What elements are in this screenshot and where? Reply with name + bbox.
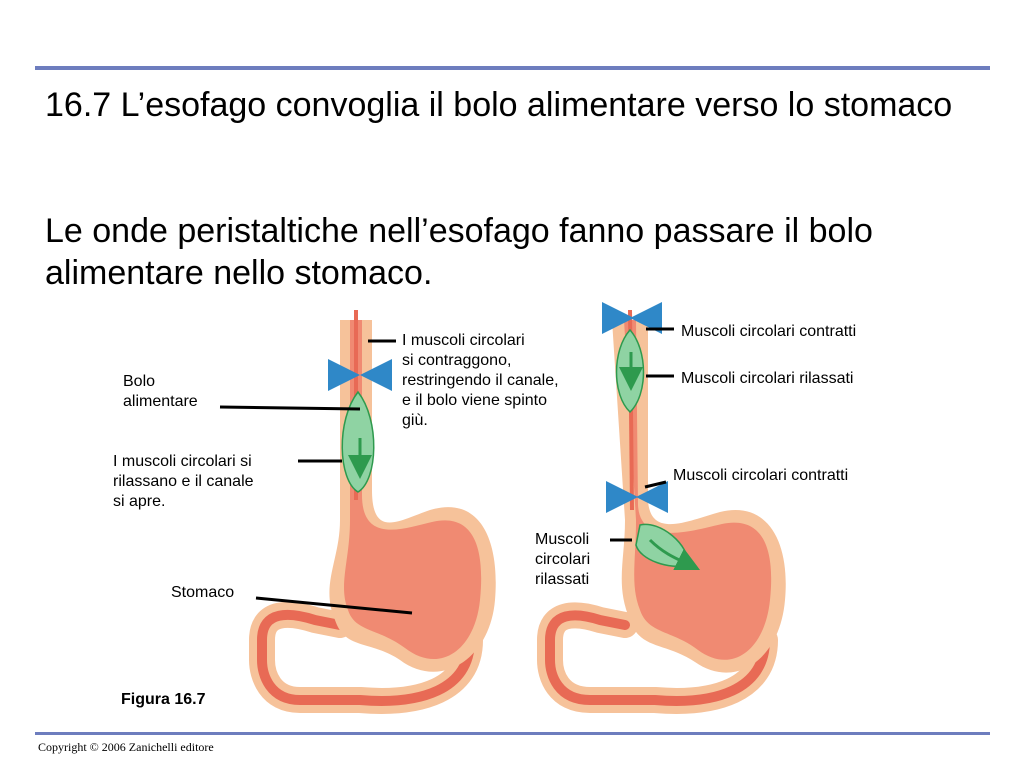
bottom-rule [35,732,990,735]
copyright-text: Copyright © 2006 Zanichelli editore [38,740,214,754]
label-contracted-bottom: Muscoli circolari contratti [673,467,849,484]
figure-caption: Figura 16.7 [121,691,206,708]
label-relaxed-bottom: Muscoli circolari rilassati [535,531,591,588]
label-muscles-contract: I muscoli circolari si contraggono, restringendo il canale, e il bolo viene spinto giù. [402,332,559,429]
label-muscles-relax: I muscoli circolari si rilassano e il canale si apre. [113,453,254,510]
label-relaxed-top: Muscoli circolari rilassati [681,370,854,387]
slide-title: 16.7 L’esofago convoglia il bolo alimentare verso lo stomaco [45,86,953,124]
label-contracted-top: Muscoli circolari contratti [681,323,857,340]
slide-subtitle: Le onde peristaltiche nell’esofago fanno passare il bolo alimentare nello stomaco. [45,212,873,292]
label-bolus: Bolo alimentare [123,373,198,410]
label-stomach: Stomaco [171,584,235,601]
